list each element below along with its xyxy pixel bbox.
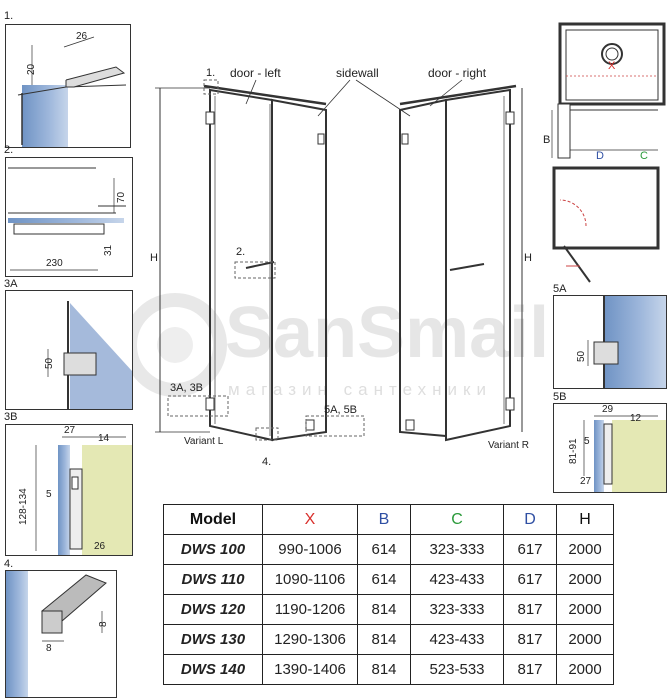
table-cell-b: 814	[358, 625, 411, 655]
detail-3b-dim-14: 14	[98, 433, 110, 444]
watermark-tagline: магазин сантехники	[228, 380, 492, 399]
table-cell-b: 814	[358, 655, 411, 685]
table-cell-x: 1290-1306	[263, 625, 358, 655]
watermark-brand: SanSmail	[225, 293, 550, 373]
detail-1-dim-width: 26	[76, 31, 88, 42]
table-cell-x: 1390-1406	[263, 655, 358, 685]
detail-2-dim-31: 31	[103, 244, 114, 256]
detail-5a-drawing	[554, 296, 666, 388]
detail-5b-dim-27: 27	[580, 476, 592, 487]
table-cell-model: DWS 110	[164, 565, 263, 595]
header-b: B	[358, 505, 411, 535]
detail-5b-dim-height: 81-91	[568, 438, 579, 464]
table-row	[164, 655, 614, 685]
table-cell-c: 323-333	[411, 595, 504, 625]
table-row	[164, 595, 614, 625]
plan-b-label: B	[543, 134, 551, 146]
plan-x-label: X	[608, 60, 616, 72]
callout-5a-5b: 5A, 5B	[324, 404, 358, 416]
detail-2-dim-230: 230	[46, 258, 63, 269]
detail-3b-dim-5: 5	[46, 489, 52, 500]
table-cell-d: 817	[504, 625, 557, 655]
detail-5a-label: 5A	[553, 283, 567, 295]
plan-d-label: D	[596, 150, 604, 162]
table-row	[164, 565, 614, 595]
detail-3b-dim-height: 128-134	[18, 488, 29, 525]
label-door-right: door - right	[428, 66, 487, 80]
table-cell-h: 2000	[557, 655, 614, 685]
table-cell-c: 423-433	[411, 625, 504, 655]
spec-table-header	[164, 505, 614, 535]
callout-1: 1.	[206, 67, 216, 79]
table-cell-x: 1090-1106	[263, 565, 358, 595]
detail-3b-dim-27: 27	[64, 425, 76, 436]
detail-2-label: 2.	[4, 144, 14, 156]
header-c: C	[411, 505, 504, 535]
table-cell-model: DWS 120	[164, 595, 263, 625]
detail-3a-dim-50: 50	[44, 357, 55, 369]
header-model: Model	[164, 505, 263, 535]
main-height-label-left: H	[150, 252, 158, 264]
detail-2-dim-70: 70	[116, 191, 127, 203]
table-cell-d: 617	[504, 535, 557, 565]
detail-5a-panel	[553, 295, 667, 389]
table-cell-d: 817	[504, 655, 557, 685]
table-cell-x: 990-1006	[263, 535, 358, 565]
detail-3a-label: 3A	[4, 278, 18, 290]
spec-table	[163, 504, 614, 685]
detail-1-label: 1.	[4, 10, 14, 22]
table-row	[164, 535, 614, 565]
detail-5b-dim-29: 29	[602, 404, 614, 415]
main-height-label-right: H	[524, 252, 532, 264]
table-cell-model: DWS 140	[164, 655, 263, 685]
detail-5b-panel	[553, 403, 667, 493]
plan-c-label: C	[640, 150, 648, 162]
label-door-left: door - left	[230, 66, 281, 80]
table-cell-x: 1190-1206	[263, 595, 358, 625]
callout-2: 2.	[236, 246, 246, 258]
table-cell-h: 2000	[557, 565, 614, 595]
label-sidewall: sidewall	[336, 66, 379, 80]
table-cell-d: 817	[504, 595, 557, 625]
detail-4-label: 4.	[4, 558, 14, 570]
header-x: X	[263, 505, 358, 535]
detail-4-dim-height: 8	[98, 621, 109, 627]
table-cell-c: 323-333	[411, 535, 504, 565]
callout-3a-3b: 3A, 3B	[170, 382, 204, 394]
variant-left-label: Variant L	[184, 436, 224, 447]
table-cell-h: 2000	[557, 595, 614, 625]
detail-5b-dim-12: 12	[630, 413, 642, 424]
variant-right-label: Variant R	[488, 440, 529, 451]
table-row	[164, 625, 614, 655]
header-h: H	[557, 505, 614, 535]
detail-5b-dim-5: 5	[584, 436, 590, 447]
table-cell-model: DWS 130	[164, 625, 263, 655]
detail-5b-label: 5B	[553, 391, 567, 403]
detail-5a-dim-50: 50	[576, 350, 587, 362]
table-cell-b: 614	[358, 565, 411, 595]
table-cell-h: 2000	[557, 625, 614, 655]
table-cell-d: 617	[504, 565, 557, 595]
detail-1-dim-height: 20	[26, 63, 37, 75]
detail-3b-dim-26: 26	[94, 541, 106, 552]
detail-4-dim-width: 8	[46, 643, 52, 654]
table-cell-model: DWS 100	[164, 535, 263, 565]
table-cell-b: 614	[358, 535, 411, 565]
table-cell-h: 2000	[557, 535, 614, 565]
detail-3b-label: 3B	[4, 411, 18, 423]
table-cell-c: 523-533	[411, 655, 504, 685]
table-cell-c: 423-433	[411, 565, 504, 595]
header-d: D	[504, 505, 557, 535]
callout-4: 4.	[262, 456, 272, 468]
table-cell-b: 814	[358, 595, 411, 625]
